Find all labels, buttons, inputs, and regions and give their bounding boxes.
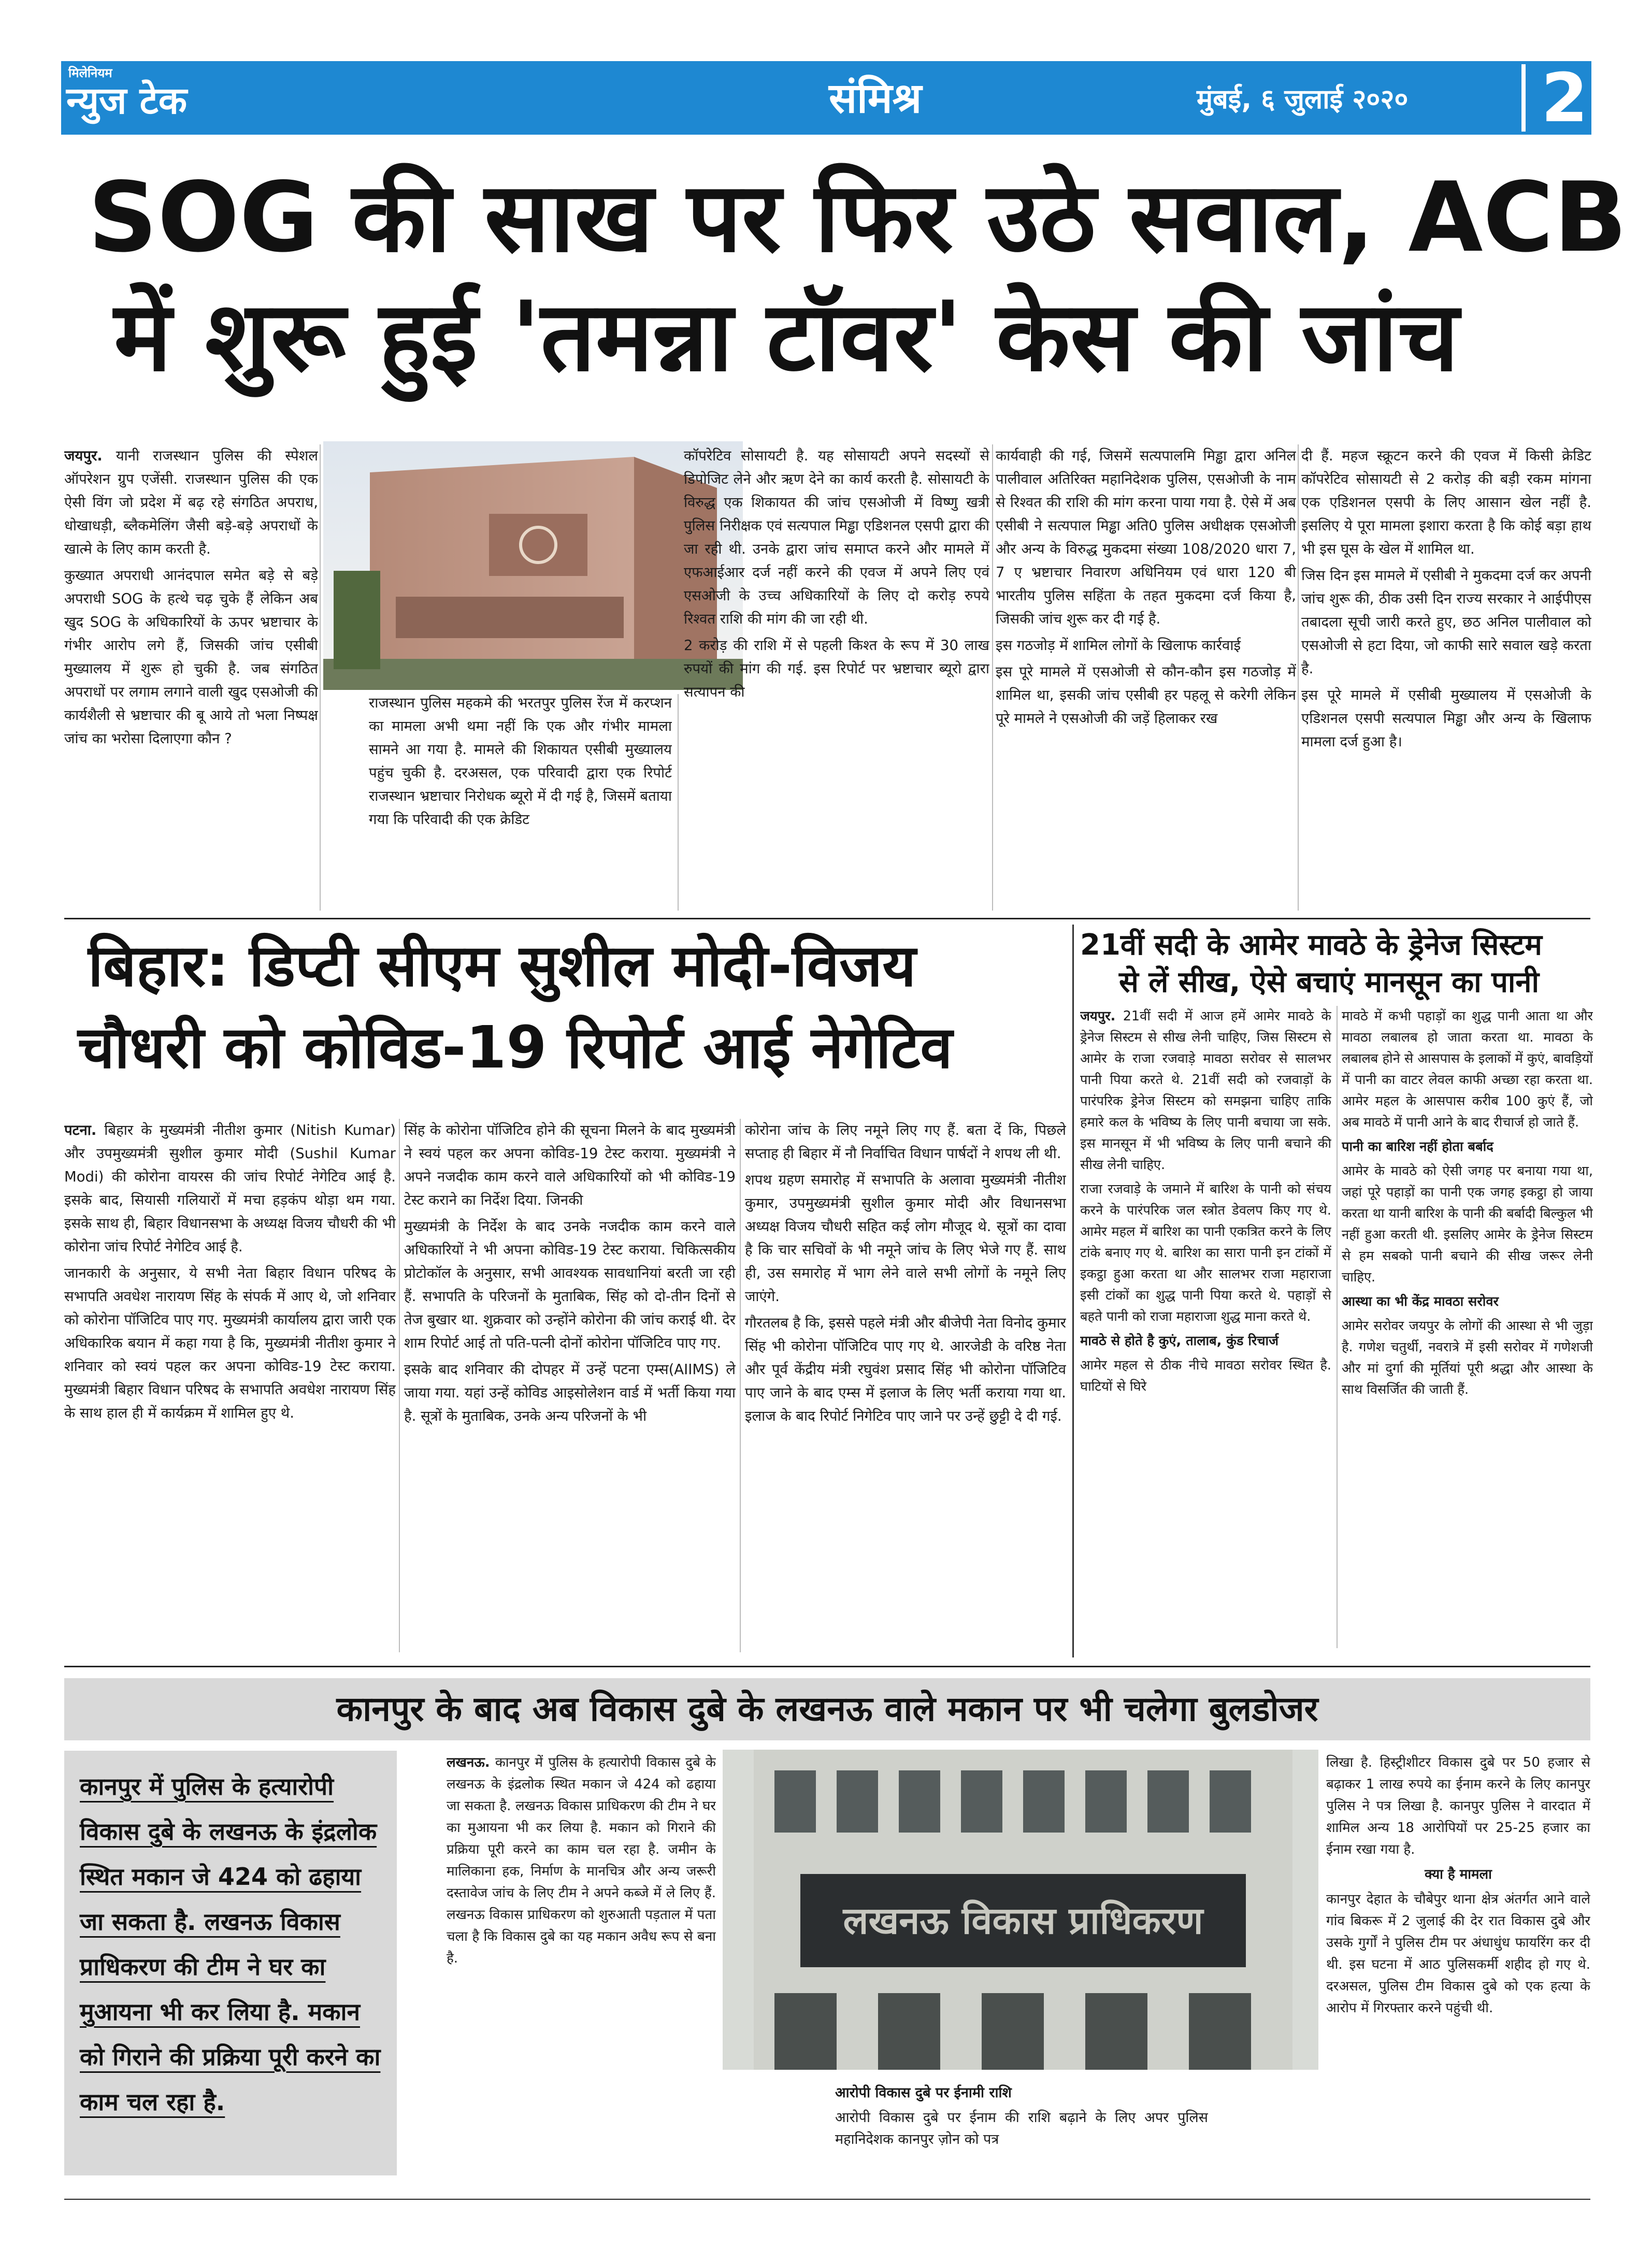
dateline: मुंबई, ६ जुलाई २०२० <box>1197 84 1409 115</box>
paragraph: इस पूरे मामले में एसीबी मुख्यालय में एसओजी के एडिशनल एसपी सत्यपाल मिड्ढा और अन्य के खिलाफ मामला दर्ज हुआ है। <box>1301 687 1591 750</box>
paragraph: इस पूरे मामले में एसओजी से कौन-कौन इस गठजोड़ में शामिल था, इसकी जांच एसीबी हर पहलू से करेगी लेकिन पूरे मामले ने एसओजी की जड़ें हिलाकर रख <box>996 664 1296 727</box>
column-rule <box>1337 1006 1338 1648</box>
story2-column-2 <box>404 1119 736 1657</box>
brand-small: मिलेनियम <box>68 66 112 80</box>
paragraph: जिस दिन इस मामले में एसीबी ने मुकदमा दर्ज कर अपनी जांच शुरू की, ठीक उसी दिन राज्य सरकार ने आईपीएस तबादला सूची जारी करते हुए, छठ अनिल पालीवाल को एसओजी से हटा दिया, जो काफी सारे सवाल खड़े करता है. <box>1301 567 1591 677</box>
story2-headline-1: बिहार: डिप्टी सीएम सुशील मोदी-विजय <box>88 932 916 1000</box>
story3-dateline: जयपुर. <box>1080 1008 1116 1024</box>
paragraph: आरोपी विकास दुबे पर ईनाम की राशि बढ़ाने के लिए अपर पुलिस महानिदेशक कानपुर ज़ोन को पत्र <box>835 2110 1208 2147</box>
paragraph: कोरोना जांच के लिए नमूने लिए गए हैं. बता दें कि, पिछले सप्ताह ही बिहार में नौ निर्वाचित विधान पार्षदों ने शपथ ली थी. <box>745 1122 1066 1162</box>
paragraph: इसके बाद शनिवार की दोपहर में उन्हें पटना एम्स(AIIMS) ले जाया गया. यहां उन्हें कोविड आइसोलेशन वार्ड में भर्ती किया गया है. सूत्रों के मुताबिक, उनके अन्य परिजनों के भी <box>404 1361 736 1424</box>
building-sign-text: लखनऊ विकास प्राधिकरण <box>843 1899 1203 1942</box>
paragraph: आमेर सरोवर जयपुर के लोगों की आस्था से भी जुड़ा है. गणेश चतुर्थी, नवरात्रे में इसी सरोवर में गणेशजी और मां दुर्गा की मूर्तियां पूरी श्रद्धा और आस्था के साथ विसर्जित की जाती हैं. <box>1342 1318 1593 1397</box>
paragraph: सिंह के कोरोना पॉजिटिव होने की सूचना मिलने के बाद मुख्यमंत्री ने स्वयं पहल कर अपना कोविड-19 टेस्ट कराया. मुख्यमंत्री ने अपने नजदीक काम करने वाले अधिकारियों को भी कोविड-19 टेस्ट कराने का निर्देश दिया. जिनकी <box>404 1122 736 1208</box>
page-number: 2 <box>1541 59 1588 137</box>
story2-column-3 <box>745 1119 1066 1657</box>
column-rule <box>678 694 679 911</box>
sog-building-photo <box>323 441 743 690</box>
subheading: आस्था का भी केंद्र मावठा सरोवर <box>1342 1294 1499 1309</box>
section-divider <box>64 918 1590 919</box>
column-rule <box>1298 444 1299 911</box>
paragraph: आमेर महल से ठीक नीचे मावठा सरोवर स्थित है. घाटियों से घिरे <box>1080 1358 1331 1394</box>
paragraph: राजस्थान पुलिस महकमे की भरतपुर पुलिस रेंज में करप्शन का मामला अभी थमा नहीं कि एक और गंभीर मामला सामने आ गया है. मामले की शिकायत एसीबी मुख्यालय पहुंच चुकी है. दरअसल, एक परिवादी द्वारा एक रिपोर्ट राजस्थान भ्रष्टाचार निरोधक ब्यूरो में दी गई है, जिसमें बताया गया कि परिवादी की एक क्रेडिट <box>369 695 672 828</box>
subheading: आरोपी विकास दुबे पर ईनामी राशि <box>835 2085 1012 2101</box>
paragraph: जानकारी के अनुसार, ये सभी नेता बिहार विधान परिषद के सभापति अवधेश नारायण सिंह के संपर्क में आए थे, जो शनिवार को कोरोना पॉजिटिव पाए गए. मुख्यमंत्री कार्यालय द्वारा जारी एक अधिकारिक बयान में कहा गया है कि, मुख्यमंत्री नीतीश कुमार ने शनिवार को स्वयं पहल कर अपना कोविड-19 टेस्ट कराया. मुख्यमंत्री बिहार विधान परिषद के सभापति अवधेश नारायण सिंह के साथ हाल ही में कार्यक्रम में शामिल हुए थे. <box>64 1265 396 1421</box>
brand-name: न्युज टेक <box>66 79 188 122</box>
story1-column-5 <box>1301 444 1591 911</box>
paragraph: कार्यवाही की गई, जिसमें सत्यपालमि मिड्ढा द्वारा अनिल पालीवाल अतिरिक्त महानिदेशक पुलिस, एसओजी के नाम से रिश्वत की राशि की मांग करना पाया गया है. ऐसे में अब एसीबी ने सत्यपाल मिड्ढा अति0 पुलिस अधीक्षक एसओजी और अन्य के विरुद्ध मुकदमा संख्या 108/2020 धारा 7, 7 ए भ्रष्टाचार निवारण अधिनियम एवं धारा 120 बी भारतीय पुलिस सहिंता के तहत मुकदमा दर्ज किया है, जिसकी जांच शुरू कर दी गई है. <box>996 448 1296 627</box>
story2-column-1 <box>64 1119 396 1657</box>
subheading: इस गठजोड़ में शामिल लोगों के खिलाफ कार्रवाई <box>996 637 1241 654</box>
paragraph: कॉपरेटिव सोसायटी है. यह सोसायटी अपने सदस्यों से डिपोजिट लेने और ऋण देने का कार्य करती है. सोसायटी के विरुद्ध एक शिकायत की जांच एसओजी में विष्णु खत्री पुलिस निरीक्षक एवं सत्यपाल मिड्ढा एडिशनल एसपी द्वारा की जा रही थी. उनके द्वारा जांच समाप्त करने और मामले में एफआईआर दर्ज नहीं करने की एवज में अपने लिए एवं एसओजी के उच्च अधिकारियों के लिए दो करोड़ रुपये रिश्वत राशि की मांग की जा रही थी. <box>684 448 989 627</box>
page-number-divider <box>1521 64 1526 132</box>
story3-headline-2: से लें सीख, ऐसे बचाएं मानसून का पानी <box>1119 965 1539 999</box>
footer-rule <box>64 2199 1590 2200</box>
paragraph: आमेर के मावठे को ऐसी जगह पर बनाया गया था, जहां पूरे पहाड़ों का पानी एक जगह इकट्ठा हो जाया करता था यानी बारिश के पानी की बर्बादी बिल्कुल भी नहीं हुआ करती थी. इसलिए आमेर के ड्रेनेज सिस्टम से हम सबको पानी बचाने की सीख जरूर लेनी चाहिए. <box>1342 1163 1593 1285</box>
paragraph: कानपुर में पुलिस के हत्यारोपी विकास दुबे के लखनऊ के इंद्रलोक स्थित मकान जे 424 को ढहाया जा सकता है. लखनऊ विकास प्राधिकरण की टीम ने घर का मुआयना भी कर लिया है. मकान को गिराने की प्रक्रिया पूरी करने का काम चल रहा है. जमीन के मालिकाना हक, निर्माण के मानचित्र और अन्य जरूरी दस्तावेज जांच के लिए टीम ने अपने कब्जे में ले लिए हैं. लखनऊ विकास प्राधिकरण को शुरुआती पड़ताल में पता चला है कि विकास दुबे का यह मकान अवैध रूप से बना है. <box>447 1755 716 1966</box>
story3-headline-1: 21वीं सदी के आमेर मावठे के ड्रेनेज सिस्टम <box>1080 928 1542 962</box>
subheading: पानी का बारिश नहीं होता बर्बाद <box>1342 1139 1493 1155</box>
subheading: मावठे से होते है कुएं, तालाब, कुंड रिचार्ज <box>1080 1333 1279 1349</box>
paragraph: लिखा है. हिस्ट्रीशीटर विकास दुबे पर 50 हजार से बढ़ाकर 1 लाख रुपये का ईनाम करने के लिए कानपुर पुलिस ने पत्र लिखा है. कानपुर पुलिस ने वारदात में शामिल अन्य 18 आरोपियों पर 25-25 हजार का ईनाम रखा गया है. <box>1326 1755 1590 1857</box>
paragraph: गौरतलब है कि, इससे पहले मंत्री और बीजेपी नेता विनोद कुमार सिंह भी कोरोना पॉजिटिव पाए गए थे. आरजेडी के वरिष्ठ नेता और पूर्व केंद्रीय मंत्री रघुवंश प्रसाद सिंह भी कोरोना पॉजिटिव पाए जाने के बाद एम्स में इलाज के लिए भर्ती कराया गया था. इलाज के बाद रिपोर्ट निगेटिव पाए जाने पर उन्हें छुट्टी दे दी गई. <box>745 1315 1066 1424</box>
column-rule <box>740 1119 741 1652</box>
paragraph: राजा रजवाड़े के जमाने में बारिश के पानी को संचय करने के पारंपरिक जल स्त्रोत डेवलप किए गए थे. आमेर महल में बारिश का पानी एकत्रित करने के लिए टांके बनाए गए थे. बारिश का सारा पानी इन टांकों में इकट्ठा हुआ करता था और सालभर राजा महाराजा इसी टांकों का शुद्ध पानी पिया करते थे. पहाड़ों से बहते पानी को राजा महाराजा शुद्ध माना करते थे. <box>1080 1181 1331 1324</box>
story1-column-1 <box>64 444 318 911</box>
story4-column-1 <box>447 1752 716 2176</box>
paragraph: कुख्यात अपराधी आनंदपाल समेत बड़े से बड़े अपराधी SOG के हत्थे चढ़ चुके हैं लेकिन अब खुद SOG के अधिकारियों के ऊपर भ्रष्टाचार के गंभीर आरोप लगे हैं, जिसकी जांच एसीबी मुख्यालय में शुरू हो चुकी है. जब संगठित अपराधों पर लगाम लगाने वाली खुद एसओजी की कार्यशैली से भ्रष्टाचार की बू आये तो भला निष्पक्ष जांच का भरोसा दिलाएगा कौन ? <box>64 567 318 747</box>
story1-headline-2: में शुरू हुई 'तमन्ना टॉवर' केस की जांच <box>114 280 1459 393</box>
column-rule <box>320 444 321 911</box>
lda-building-photo <box>723 1750 1318 2070</box>
subheading: क्या है मामला <box>1425 1867 1492 1882</box>
paragraph: कानपुर देहात के चौबेपुर थाना क्षेत्र अंतर्गत आने वाले गांव बिकरू में 2 जुलाई की देर रात विकास दुबे और उसके गुर्गों ने पुलिस टीम पर अंधाधुंध फायरिंग कर दी थी. इस घटना में आठ पुलिसकर्मी शहीद हो गए थे. दरअसल, पुलिस टीम विकास दुबे को एक हत्या के आरोप में गिरफ्तार करने पहुंची थी. <box>1326 1892 1590 2016</box>
story1-column-2 <box>369 691 672 909</box>
story1-dateline: जयपुर. <box>64 448 103 464</box>
section-divider <box>64 1666 1590 1667</box>
story4-dateline: लखनऊ. <box>447 1755 490 1770</box>
paragraph: 21वीं सदी में आज हमें आमेर मावठे के ड्रेनेज सिस्टम से सीख लेनी चाहिए, जिस सिस्टम से आमेर के राजा रजवाड़े मावठा सरोवर से सालभर पानी पिया करते थे. 21वीं सदी को रजवाड़ों के पारंपरिक ड्रेनेज सिस्टम को समझना चाहिए ताकि हमारे कल के भविष्य के लिए पानी बचाया जा सके. इस मानसून में भी भविष्य के लिए पानी बचाने की सीख लेनी चाहिए. <box>1080 1008 1331 1173</box>
story4-headline: कानपुर के बाद अब विकास दुबे के लखनऊ वाले मकान पर भी चलेगा बुलडोजर <box>336 1689 1318 1729</box>
paragraph: दी हैं. महज स्क्रूटन करने की एवज में किसी क्रेडिट कॉपरेटिव सोसायटी से 2 करोड़ की बड़ी रकम मांगना एक एडिशनल एसपी के लिए आसान खेल नहीं है. इसलिए ये पूरा मामला इशारा करता है कि कोई बड़ा हाथ भी इस घूस के खेल में शामिल था. <box>1301 448 1591 557</box>
story1-column-4 <box>996 444 1296 911</box>
paragraph: मुख्यमंत्री के निर्देश के बाद उनके नजदीक काम करने वाले अधिकारियों ने भी अपना कोविड-19 टेस्ट कराया. चिकित्सकीय प्रोटोकॉल के अनुसार, सभी आवश्यक सावधानियां बरती जा रही हैं. सभापति के परिजनों के मुताबिक, सिंह को दो-तीन दिनों से तेज बुखार था. शुक्रवार को उन्होंने कोरोना की जांच कराई थी. देर शाम रिपोर्ट आई तो पति-पत्नी दोनों कोरोना पॉजिटिव पाए गए. <box>404 1218 736 1351</box>
story4-column-3 <box>1326 1752 1590 2182</box>
paragraph: शपथ ग्रहण समारोह में सभापति के अलावा मुख्यमंत्री नीतीश कुमार, उपमुख्यमंत्री सुशील कुमार मोदी और विधानसभा अध्यक्ष विजय चौधरी सहित कई लोग मौजूद थे. सूत्रों का दावा है कि चार सचिवों के भी नमूने जांच के लिए भेजे गए हैं. साथ ही, उस समारोह में भाग लेने वाले सभी लोगों के नमूने लिए जाएंगे. <box>745 1172 1066 1305</box>
section-name: संमिश्र <box>829 74 922 122</box>
paragraph: बिहार के मुख्यमंत्री नीतीश कुमार (Nitish Kumar) और उपमुख्यमंत्री सुशील कुमार मोदी (Sushil Kumar Modi) की कोरोना वायरस की जांच रिपोर्ट नेगेटिव आई है. इसके बाद, सियासी गलियारों में मचा हड़कंप थोड़ा थम गया. इसके साथ ही, बिहार विधानसभा के अध्यक्ष विजय चौधरी की भी कोरोना जांच रिपोर्ट नेगेटिव आई है. <box>64 1122 396 1255</box>
story3-column-1 <box>1080 1006 1331 1657</box>
story1-column-3 <box>684 444 989 911</box>
pull-quote: कानपुर में पुलिस के हत्यारोपी विकास दुबे के लखनऊ के इंद्रलोक स्थित मकान जे 424 को ढहाया जा सकता है. लखनऊ विकास प्राधिकरण की टीम ने घर का मुआयना भी कर लिया है. मकान को गिराने की प्रक्रिया पूरी करने का काम चल रहा है. <box>80 1772 381 2116</box>
story2-dateline: पटना. <box>64 1122 97 1138</box>
column-rule <box>399 1119 400 1652</box>
story-divider-vertical <box>1072 925 1074 1657</box>
story4-column-2 <box>835 2082 1208 2181</box>
column-rule <box>992 444 993 911</box>
story2-headline-2: चौधरी को कोविड-19 रिपोर्ट आई नेगेटिव <box>78 1014 953 1081</box>
paragraph: मावठे में कभी पहाड़ों का शुद्ध पानी आता था और मावठा लबालब हो जाता करता था. मावठा के लबालब होने से आसपास के इलाकों में कुएं, बावड़ियों में पानी का वाटर लेवल काफी अच्छा रहा करता था. आमेर महल के आसपास करीब 100 कुएं हैं, जो अब मावठे में पानी आने के बाद रीचार्ज हो जाते हैं. <box>1342 1008 1593 1130</box>
story3-column-2 <box>1342 1006 1593 1657</box>
paragraph: यानी राजस्थान पुलिस की स्पेशल ऑपरेशन ग्रुप एजेंसी. राजस्थान पुलिस की एक ऐसी विंग जो प्रदेश में बढ़ रहे संगठित अपराध, धोखाधड़ी, ब्लैकमेलिंग जैसी बड़े-बड़े अपराधों के खात्मे के लिए काम करती है. <box>64 448 318 557</box>
paragraph: 2 करोड़ की राशि में से पहली किश्त के रूप में 30 लाख रुपयों की मांग की गई. इस रिपोर्ट पर भ्रष्टाचार ब्यूरो द्वारा सत्यापन की <box>684 637 989 700</box>
story1-headline-1: SOG की साख पर फिर उठे सवाल, ACB <box>88 161 1627 273</box>
pull-quote-box <box>64 1751 397 2175</box>
